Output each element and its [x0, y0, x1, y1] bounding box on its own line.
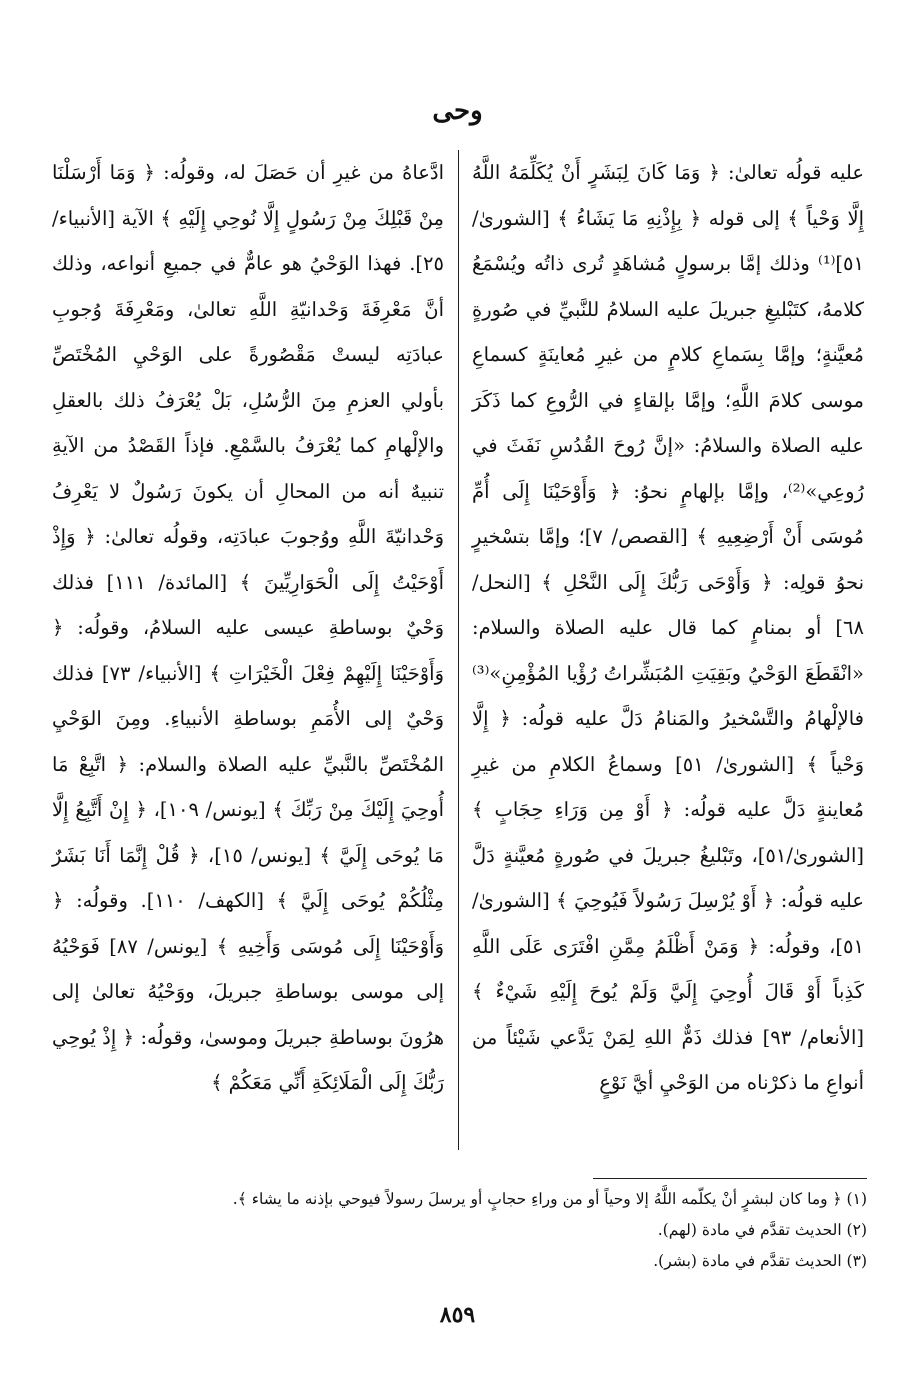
footnote-divider [593, 1178, 867, 1179]
column-divider [458, 150, 459, 1150]
page-number: ٨٥٩ [439, 1302, 476, 1328]
text-columns [52, 150, 864, 1150]
left-column [52, 150, 444, 1150]
left-column-text: ادَّعاهُ من غيرِ أن حَصَلَ له، وقولُه: ﴿ وَمَا أَرْسَلْنَا مِنْ قَبْلِكَ مِنْ رَسُولٍ إِلَّا نُوحِي إِلَيْهِ ﴾ الآية [الأنبياء/ ٢٥]. فهذا الوَحْيُ هو عامٌّ في جميعِ أنواعه، وذلك أنَّ مَعْرِفَةَ وَحْدانيّةِ اللَّهِ تعالىٰ، ومَعْرِفَةَ وُجوبِ عبادَتِه ليستْ مَقْصُورةً على الوَحْيِ المُخْتَصِّ بأولي العزمِ مِنَ الرُّسُلِ، بَلْ يُعْرَفُ ذلك بالعقلِ والإلْهامِ كما يُعْرَفُ بالسَّمْعِ. فإذاً القَصْدُ من الآيةِ تنبيهٌ أنه من المحالِ أن يكونَ رَسُولٌ لا يَعْرِفُ وَحْدانيّةَ اللَّهِ ووُجوبَ عبادَتِه، وقولُه تعالىٰ: ﴿ وَإِذْ أَوْحَيْتُ إِلَى الْحَوَارِيِّينَ ﴾ [المائدة/ ١١١] فذلك وَحْيٌ بوساطةِ عيسى عليه السلامُ، وقولُه: ﴿ وَأَوْحَيْنَا إِلَيْهِمْ فِعْلَ الْخَيْرَاتِ ﴾ [الأنبياء/ ٧٣] فذلك وَحْيٌ إلى الأُمَمِ بوساطةِ الأنبياءِ. ومِنَ الوَحْيِ المُخْتَصِّ بالنَّبيِّ عليه الصلاة والسلام: ﴿ اتَّبِعْ مَا أُوحِيَ إِلَيْكَ مِنْ رَبِّكَ ﴾ [يونس/ ١٠٩]، ﴿ إِنْ أَتَّبِعُ إِلَّا مَا يُوحَى إِلَيَّ ﴾ [يونس/ ١٥]، ﴿ قُلْ إِنَّمَا أَنَا بَشَرٌ مِثْلُكُمْ يُوحَى إِلَيَّ ﴾ [الكهف/ ١١٠]. وقولُه: ﴿ وَأَوْحَيْنَا إِلَى مُوسَى وَأَخِيهِ ﴾ [يونس/ ٨٧] فَوَحْيُهُ إلى موسى بوساطةِ جبريلَ، ووَحْيُهُ تعالىٰ إلى هرُونَ بوساطةِ جبريلَ وموسىٰ، وقولُه: ﴿ إِذْ يُوحِي رَبُّكَ إِلَى الْمَلَائِكَةِ أَنِّي مَعَكُمْ ﴾ [52, 161, 444, 1094]
footnotes [47, 1184, 867, 1277]
entry-header: وحى [432, 96, 483, 126]
right-column [472, 150, 864, 1150]
footnote-3: (٣) الحديث تقدَّم في مادة (بشر). [653, 1252, 867, 1270]
footnote-2: (٢) الحديث تقدَّم في مادة (لهم). [657, 1221, 867, 1239]
right-column-text: عليه قولُه تعالىٰ: ﴿ وَمَا كَانَ لِبَشَرٍ أَنْ يُكَلِّمَهُ اللَّهُ إِلَّا وَحْياً ﴾ إلى قوله ﴿ بِإِذْنِهِ مَا يَشَاءُ ﴾ [الشورىٰ/٥١]⁽¹⁾ وذلك إمَّا برسولٍ مُشاهَدٍ تُرى ذاتُه ويُسْمَعُ كلامهُ، كتَبْليغِ جبريلَ عليه السلامُ للنَّبيِّ في صُورةٍ مُعيَّنةٍ؛ وإمَّا بِسَماعِ كلامٍ من غيرِ مُعاينَةٍ كسماعِ موسى كلامَ اللَّهِ؛ وإمَّا بإلقاءٍ في الرُّوعِ كما ذَكَرَ عليه الصلاة والسلامُ: «إنَّ رُوحَ القُدُسِ نَفَثَ في رُوعِي»⁽²⁾، وإمَّا بإلهامٍ نحوُ: ﴿ وَأَوْحَيْنَا إِلَى أُمِّ مُوسَى أَنْ أَرْضِعِيهِ ﴾ [القصص/ ٧]؛ وإمَّا بتسْخيرٍ نحوُ قولِه: ﴿ وَأَوْحَى رَبُّكَ إِلَى النَّحْلِ ﴾ [النحل/ ٦٨] أو بمنامٍ كما قال عليه الصلاة والسلام: «انْقَطَعَ الوَحْيُ وبَقِيَتِ المُبَشِّراتُ رُؤْيا المُؤْمِنِ»⁽³⁾ فالإلْهامُ والتَّسْخيرُ والمَنامُ دَلَّ عليه قولُه: ﴿ إِلَّا وَحْياً ﴾ [الشورىٰ/ ٥١] وسماعُ الكلامِ من غيرِ مُعاينةٍ دَلَّ عليه قولُه: ﴿ أَوْ مِن وَرَاءِ حِجَابٍ ﴾ [الشورىٰ/٥١]، وتَبْليغُ جبريلَ في صُورةٍ مُعيَّنةٍ دَلَّ عليه قولُه: ﴿ أَوْ يُرْسِلَ رَسُولاً فَيُوحِيَ ﴾ [الشورىٰ/٥١]، وقولُه: ﴿ وَمَنْ أَظْلَمُ مِمَّنِ افْتَرَى عَلَى اللَّهِ كَذِباً أَوْ قَالَ أُوحِيَ إِلَيَّ وَلَمْ يُوحَ إِلَيْهِ شَيْءٌ ﴾ [الأنعام/ ٩٣] فذلك ذَمٌّ اللهِ لِمَنْ يَدَّعي شَيْئاً من أنواعِ ما ذكرْناه من الوَحْيِ أيَّ نَوْعٍ [472, 161, 864, 1094]
footnote-1: (١) ﴿ وما كان لبشرٍ أنْ يكلّمه اللَّهُ إلا وحياً أو من وراءِ حجابٍ أو يرسلَ رسولاً فيوحي بإذنه ما يشاء ﴾. [232, 1190, 867, 1208]
